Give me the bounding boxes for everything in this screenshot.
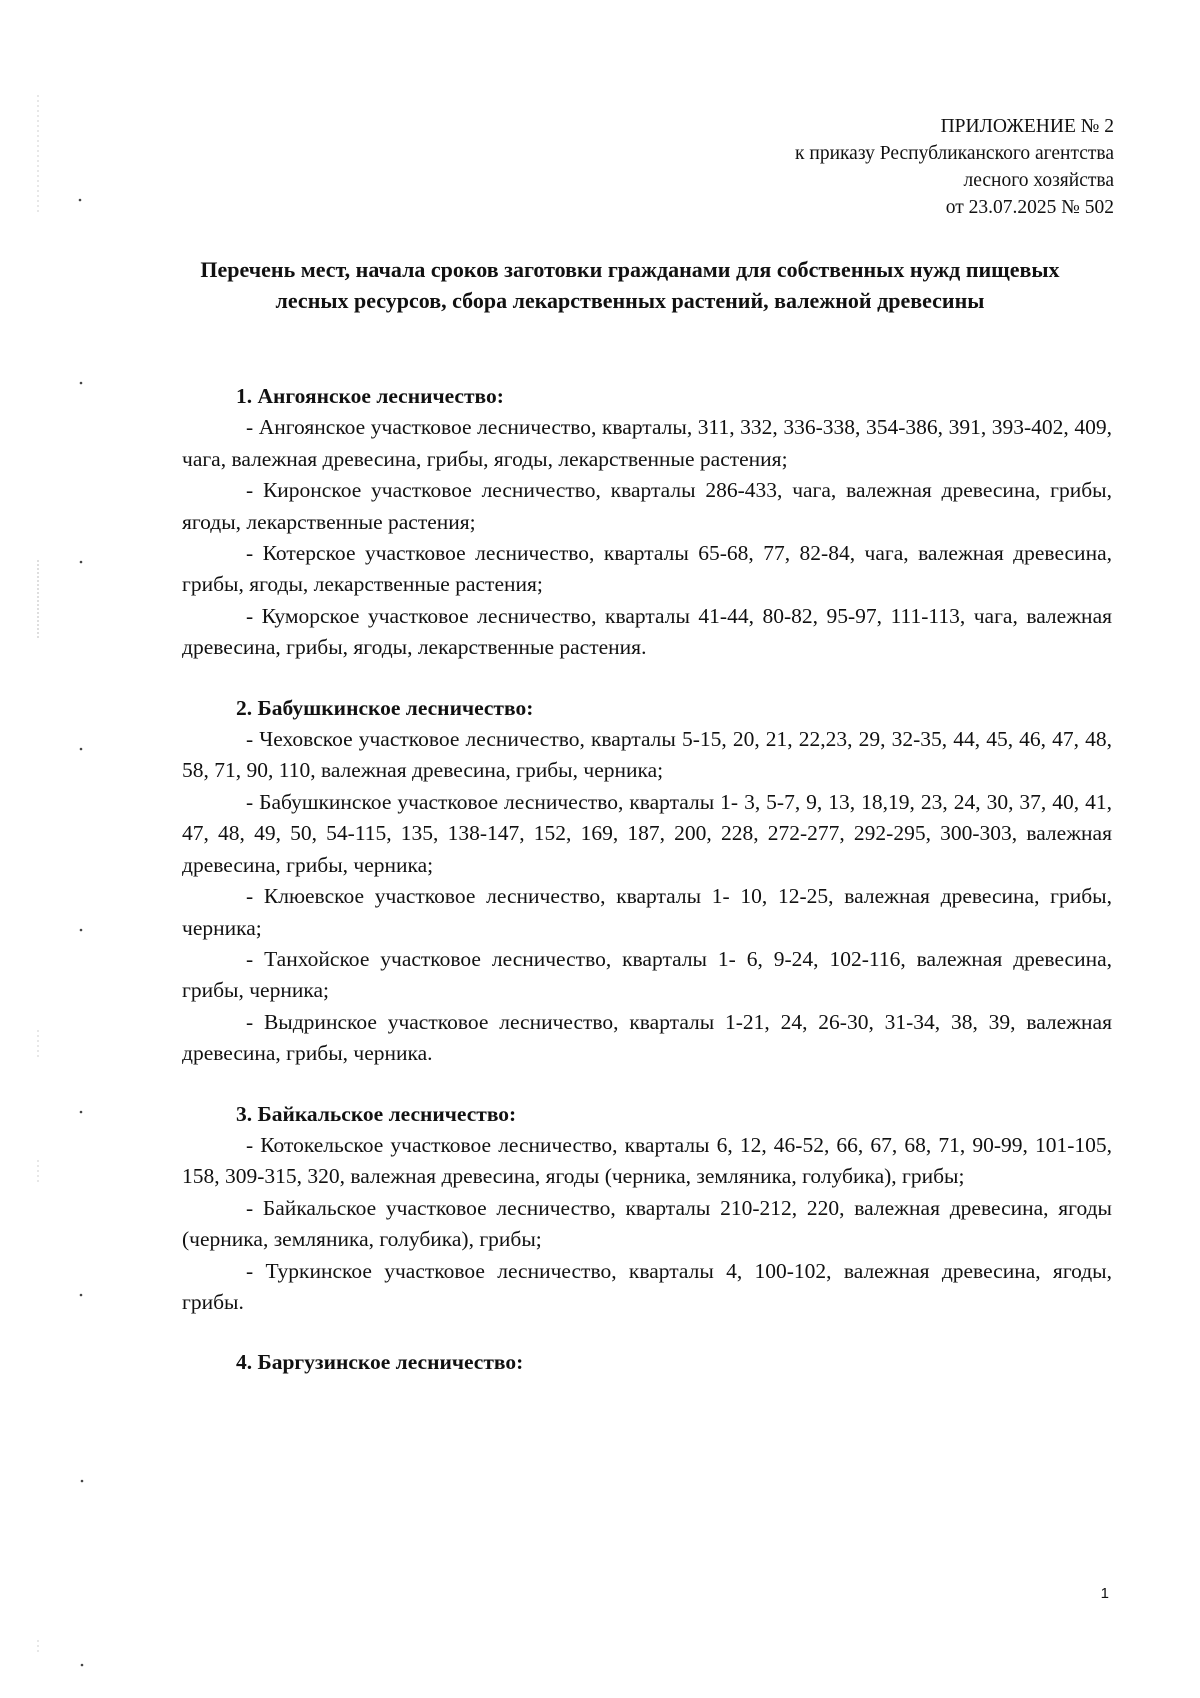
- appendix-header: [795, 113, 1114, 221]
- section-barguzinskoe: [182, 1347, 1112, 1378]
- document-body: [182, 381, 1112, 1408]
- list-item: - Выдринское участковое лесничество, кварталы 1-21, 24, 26-30, 31-34, 38, 39, валежная древесина, грибы, черника.: [182, 1009, 1112, 1066]
- list-item: - Чеховское участковое лесничество, кварталы 5-15, 20, 21, 22,23, 29, 32-35, 44, 45, 46, 47, 48, 58, 71, 90, 110, валежная древесина, грибы, черника;: [182, 727, 1112, 783]
- document-title: Перечень мест, начала сроков заготовки гражданами для собственных нужд пищевых лесных ресурсов, сбора лекарственных растений, валежной древесины: [200, 257, 1060, 313]
- list-item: - Куморское участковое лесничество, кварталы 41-44, 80-82, 95-97, 111-113, чага, валежная древесина, грибы, ягоды, лекарственные растения.: [182, 603, 1112, 660]
- list-item: - Бабушкинское участковое лесничество, кварталы 1- 3, 5-7, 9, 13, 18,19, 23, 24, 30, 37, 40, 41, 47, 48, 49, 50, 54-115, 135, 138-147, 152, 169, 187, 200, 228, 272-277, 292-295, 300-303, валежная древесина, грибы, черника;: [182, 789, 1112, 877]
- page-number: 1: [1100, 1585, 1109, 1602]
- section-angoyanskoe: [182, 381, 1112, 664]
- appendix-order-date: от 23.07.2025 № 502: [945, 197, 1114, 218]
- appendix-number: ПРИЛОЖЕНИЕ № 2: [940, 116, 1114, 137]
- section-heading: 3. Байкальское лесничество:: [236, 1101, 517, 1126]
- section-heading: 1. Ангоянское лесничество:: [236, 384, 504, 408]
- section-heading: 4. Баргузинское лесничество:: [236, 1350, 524, 1375]
- list-item: - Байкальское участковое лесничество, кварталы 210-212, 220, валежная древесина, ягоды (черника, земляника, голубика), грибы;: [182, 1195, 1112, 1252]
- list-item: - Клюевское участковое лесничество, кварталы 1- 10, 12-25, валежная древесина, грибы, черника;: [182, 884, 1112, 940]
- list-item: - Котокельское участковое лесничество, кварталы 6, 12, 46-52, 66, 67, 68, 71, 90-99, 101-105, 158, 309-315, 320, валежная древесина, ягоды (черника, земляника, голубика), грибы;: [182, 1132, 1112, 1189]
- list-item: - Ангоянское участковое лесничество, кварталы, 311, 332, 336-338, 354-386, 391, 393-402, 409, чага, валежная древесина, грибы, ягоды, лекарственные растения;: [182, 415, 1112, 471]
- section-babushkinskoe: [182, 693, 1112, 1070]
- appendix-agency: лесного хозяйства: [963, 170, 1114, 191]
- list-item: - Танхойское участковое лесничество, кварталы 1- 6, 9-24, 102-116, валежная древесина, грибы, черника;: [182, 946, 1112, 1003]
- section-heading: 2. Бабушкинское лесничество:: [236, 695, 534, 720]
- list-item: - Киронское участковое лесничество, кварталы 286-433, чага, валежная древесина, грибы, ягоды, лекарственные растения;: [182, 478, 1112, 534]
- appendix-order-reference: к приказу Республиканского агентства: [795, 143, 1114, 164]
- list-item: - Котерское участковое лесничество, кварталы 65-68, 77, 82-84, чага, валежная древесина, грибы, ягоды, лекарственные растения;: [182, 541, 1112, 597]
- section-baikalskoe: [182, 1099, 1112, 1319]
- list-item: - Туркинское участковое лесничество, кварталы 4, 100-102, валежная древесина, ягоды, грибы.: [182, 1258, 1112, 1314]
- scan-edge-marks: [0, 0, 120, 1698]
